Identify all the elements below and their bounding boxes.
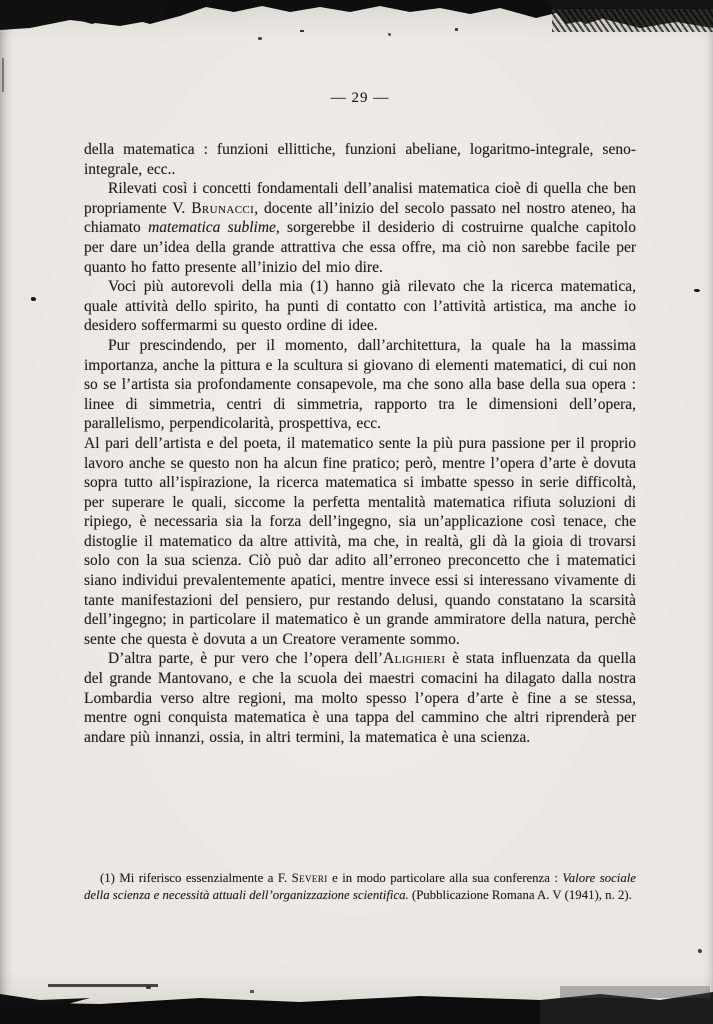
text-run: , sorgerebbe il desiderio di costruirne qualche capitolo per dare un’idea della grande attrattiva che essa offre, ma ciò non sarebbe facile per quanto ho fatto presente all’inizio del mio dire.	[84, 219, 636, 276]
text-run: (Pubblicazione Romana A. V (1941), n. 2).	[408, 887, 632, 902]
page-number: — 29 —	[330, 90, 390, 106]
text-run: della matematica : funzioni ellittiche, funzioni abeliane, logaritmo-integrale, seno-integrale, ecc..	[84, 141, 636, 178]
paragraph	[84, 140, 636, 179]
scan-speck	[698, 949, 702, 953]
scan-artifact-bottom	[0, 974, 713, 1024]
paragraph	[84, 179, 636, 277]
italic-text: matematica sublime	[148, 219, 276, 237]
text-run: è stata influenzata da quella del grande Mantovano, e che la scuola dei maestri comacini ha dilagato dalla nostra Lombardia verso altre regioni, ma molto spesso l’opera d’arte è fine a se stessa, mentre ogni conquista matematica è una tappa del cammino che altri riprenderà per andare più innanzi, ossia, in altri termini, la matematica è una scienza.	[84, 650, 636, 746]
text-run: Rilevati così i concetti fondamentali dell’analisi matematica cioè di quella che ben propriamente V.	[84, 180, 636, 217]
scan-speck	[31, 297, 36, 301]
italic-text: Valore sociale della scienza e necessità attuali dell’organizzazione scientifica.	[84, 871, 636, 902]
text-run: (1) Mi riferisco essenzialmente a F.	[100, 871, 292, 885]
page-content	[84, 90, 636, 747]
proper-name-smallcaps: Alighieri	[383, 650, 446, 668]
paragraph	[84, 336, 636, 434]
scan-speck	[2, 58, 4, 92]
footnote-text	[84, 870, 636, 904]
text-run: e in modo particolare alla sua conferenza :	[327, 871, 563, 885]
scan-speck	[388, 33, 391, 36]
proper-name-smallcaps: Severi	[291, 871, 328, 885]
paragraph	[84, 277, 636, 336]
paragraph	[84, 649, 636, 747]
proper-name-smallcaps: Brunacci	[191, 199, 255, 217]
scan-speck	[258, 37, 262, 40]
text-run: , docente all’inizio del secolo passato nel nostro ateneo, ha chiamato	[84, 199, 636, 237]
scan-artifact-hatch	[552, 9, 713, 32]
scan-speck	[694, 289, 700, 292]
text-run: Voci più autorevoli della mia (1) hanno già rilevato che la ricerca matematica, quale attività dello spirito, ha punti di contatto con l’attività artistica, ma anche io desidero soffermarmi su questo ordine di idee.	[84, 278, 636, 335]
text-run: Al pari dell’artista e del poeta, il matematico sente la più pura passione per il proprio lavoro anche se questo non ha alcun fine pratico; però, mentre l’opera d’arte è dovuta sopra tutto all’ispirazione, la ricerca matematica si imbatte spesso in serie difficoltà, per superare le quali, siccome la perfetta mentalità matematica rifiuta soluzioni di ripiego, è necessaria sia la forza dell’ingegno, sia un’applicazione così tenace, che distoglie il matematico da altre attività, ma che, in realtà, gli dà la gioia di trovarsi solo con la sua scienza. Ciò può dar adito all’erroneo preconcetto che i matematici siano individui prevalentemente apatici, mentre invece essi si interessano vivamente di tante manifestazioni del pensiero, pur restando delusi, quando constatano la scarsità dell’ingegno; in particolare il matematico è un grande ammiratore della natura, perchè sente che questa è dovuta a un Creatore veramente sommo.	[84, 434, 636, 648]
paragraph	[84, 434, 636, 650]
body-text	[84, 140, 636, 747]
text-run: Pur prescindendo, per il momento, dall’architettura, la quale ha la massima importanza, anche la pittura e la scultura si giovano di elementi matematici, di cui non so se l’artista sia profondamente consapevole, ma che sono alla base della sua opera : linee di simmetria, centri di simmetria, rapporto tra le dimensioni dell’opera, parallelismo, perpendicolarità, prospettiva, ecc.	[84, 336, 636, 433]
text-run: D’altra parte, è pur vero che l’opera dell’	[108, 650, 384, 668]
